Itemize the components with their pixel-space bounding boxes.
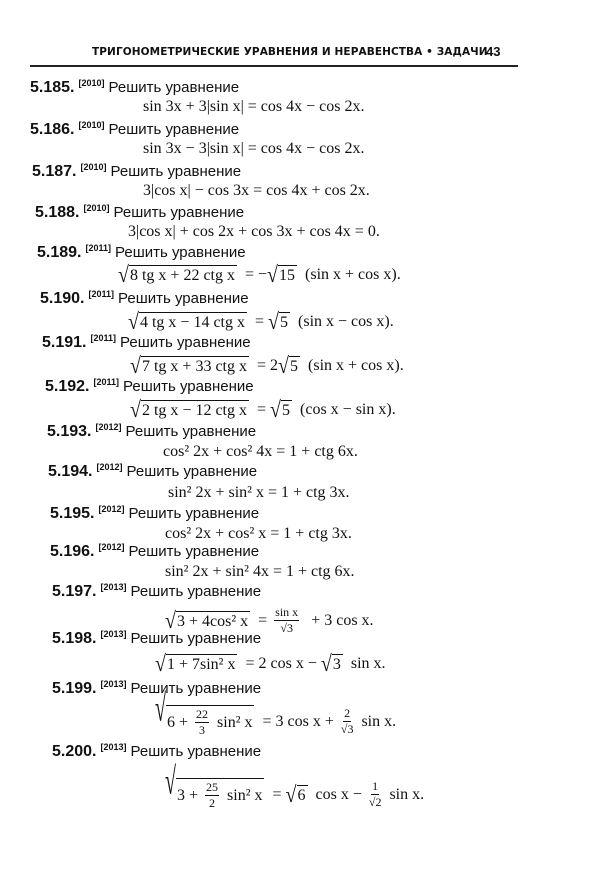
equation-text: 4 tg x − 14 ctg x [139,314,245,331]
equation-text: sin x. [350,655,386,672]
equation-text: sin x. [389,785,425,803]
problem-number: 5.199. [52,680,97,697]
problem-prompt: Решить уравнение [130,680,262,697]
problem-heading [52,742,261,761]
square-root [155,688,254,738]
running-header: ТРИГОНОМЕТРИЧЕСКИЕ УРАВНЕНИЯ И НЕРАВЕНСТВА • ЗАДАЧИ [92,46,488,58]
radical-sign-icon: √ [118,262,129,288]
radical-sign-icon: √ [285,781,297,808]
radical-sign-icon: √ [128,309,139,335]
equation-text: = 2 [257,357,279,374]
problem-number: 5.194. [48,463,93,480]
radical-sign-icon: √ [270,397,282,423]
numerator: 25 [206,780,219,794]
problem-heading [30,120,239,139]
problem-number: 5.197. [52,583,97,600]
problem-equation [165,525,352,543]
radical-sign-icon: √ [165,607,176,634]
radical-sign-icon: √ [130,353,141,379]
problem-equation [128,223,380,241]
problem-year: [2012] [98,542,125,552]
equation-text: sin² x [227,786,263,804]
numerator: 1 [372,779,379,793]
fraction [205,780,219,811]
problem-equation [143,98,364,116]
problem-prompt: Решить уравнение [130,743,262,760]
equation-text: cos² 2x + cos² x = 1 + ctg 3x. [165,525,352,542]
radical-sign-icon: √ [267,262,279,288]
equation-text: = [258,611,272,629]
problem-heading [47,422,256,441]
problem-year: [2011] [88,289,115,299]
square-root [130,353,249,379]
equation-text: 1 + 7sin² x [166,656,236,673]
problem-number: 5.191. [42,334,87,351]
square-root [128,309,247,335]
header-rule [30,65,518,67]
problem-number: 5.195. [50,505,95,522]
problem-number: 5.200. [52,743,97,760]
equation-text: + 3 cos x. [307,611,374,629]
problem-prompt: Решить уравнение [113,204,245,221]
fraction [341,706,354,737]
problem-year: [2010] [78,120,105,130]
problem-prompt: Решить уравнение [126,463,258,480]
square-root [130,397,249,423]
denominator: 3 [199,723,206,737]
equation-text: 3|cos x| + cos 2x + cos 3x + cos 4x = 0. [128,223,380,240]
problem-equation [130,397,396,423]
problem-year: [2013] [100,679,127,689]
problem-prompt: Решить уравнение [108,79,240,96]
fraction [274,605,299,636]
problem-heading [50,542,259,561]
problem-prompt: Решить уравнение [130,583,262,600]
page-number: 43 [486,44,501,59]
equation-text: cos² 2x + cos² 4x = 1 + ctg 6x. [163,443,358,460]
radical-sign-icon: √ [130,397,141,423]
problem-heading [37,243,246,262]
problem-year: [2010] [83,203,110,213]
problem-prompt: Решить уравнение [125,423,257,440]
fraction [195,707,209,738]
problem-heading [52,582,261,601]
equation-text: 3 + 4cos² x [176,612,249,630]
equation-text: 6 + [166,713,193,731]
numerator: 22 [196,707,209,721]
problem-number: 5.189. [37,244,82,261]
problem-equation [118,262,401,288]
square-root [267,262,297,288]
problem-year: [2010] [78,78,105,88]
square-root [278,353,300,379]
equation-text: sin² x [217,713,253,731]
square-root [165,607,250,634]
problem-prompt: Решить уравнение [128,505,260,522]
problem-prompt: Решить уравнение [123,378,254,395]
equation-text: (sin x + cos x). [305,266,401,283]
square-root [165,761,264,811]
numerator: 2 [344,706,351,720]
problem-equation [155,688,397,738]
equation-text: 15 [279,267,296,284]
problem-year: [2012] [95,422,122,432]
problem-heading [42,333,251,352]
equation-text: 7 tg x + 33 ctg x [141,358,247,375]
problem-year: [2013] [100,582,127,592]
problem-equation [128,309,394,335]
problem-heading [30,78,239,97]
denominator: √2 [368,795,382,809]
equation-text: sin x. [361,712,397,730]
problem-heading [32,162,241,181]
problem-number: 5.190. [40,290,85,307]
equation-text: (cos x − sin x). [300,401,396,418]
problem-prompt: Решить уравнение [120,334,251,351]
denominator: 2 [209,796,216,810]
square-root [320,651,343,677]
problem-equation [155,651,386,677]
equation-text: = [257,401,271,418]
square-root [155,651,237,677]
problem-heading [35,203,244,222]
equation-text: = [272,785,286,803]
problem-number: 5.192. [45,378,90,395]
equation-text: 5 [290,358,299,375]
radical-sign-icon: √ [155,651,166,677]
problem-equation [143,182,370,200]
problem-year: [2013] [100,742,127,752]
equation-text: cos x − [315,785,366,803]
numerator: sin x [275,605,299,619]
problem-prompt: Решить уравнение [128,543,260,560]
problem-number: 5.196. [50,543,95,560]
problem-number: 5.187. [32,163,77,180]
problem-heading [40,289,249,308]
problem-heading [45,377,254,396]
problem-prompt: Решить уравнение [110,163,242,180]
problem-prompt: Решить уравнение [118,290,249,307]
problem-year: [2013] [100,629,127,639]
problem-year: [2011] [90,333,117,343]
problem-prompt: Решить уравнение [130,630,262,647]
problem-heading [50,504,259,523]
square-root [270,397,292,423]
equation-text: = 3 cos x + [262,712,338,730]
problem-prompt: Решить уравнение [115,244,246,261]
equation-text: 3|cos x| − cos 3x = cos 4x + cos 2x. [143,182,370,199]
square-root [118,262,237,288]
equation-text: (sin x − cos x). [298,313,394,330]
problem-year: [2012] [98,504,125,514]
radical-sign-icon: √ [268,309,280,335]
radical-sign-icon: √ [165,761,176,804]
problem-year: [2011] [85,243,112,253]
radical-sign-icon: √ [155,688,166,731]
problem-number: 5.185. [30,79,75,96]
problem-heading [52,629,261,648]
problem-equation [143,140,364,158]
radical-sign-icon: √ [278,353,290,379]
problem-number: 5.193. [47,423,92,440]
equation-text: = 2 cos x − [245,655,321,672]
problem-number: 5.198. [52,630,97,647]
equation-text: = [255,313,269,330]
problem-year: [2012] [96,462,123,472]
equation-text: 5 [280,314,289,331]
denominator: √3 [280,621,293,635]
equation-text: sin² 2x + sin² 4x = 1 + ctg 6x. [165,563,355,580]
denominator: √3 [340,722,354,736]
square-root [268,309,290,335]
equation-text: 6 [297,786,306,804]
problem-year: [2010] [80,162,107,172]
equation-text: 3 + [176,786,203,804]
radical-sign-icon: √ [320,651,332,677]
equation-text: sin 3x + 3|sin x| = cos 4x − cos 2x. [143,98,365,115]
equation-text: 3 [332,656,341,673]
problem-prompt: Решить уравнение [108,121,240,138]
problem-equation [165,563,355,581]
equation-text: sin² 2x + sin² x = 1 + ctg 3x. [168,484,350,501]
equation-text: 5 [282,402,291,419]
problem-number: 5.188. [35,204,80,221]
problem-year: [2011] [93,377,120,387]
problem-equation [163,443,358,461]
square-root [285,781,308,808]
equation-text: = − [245,266,268,283]
fraction [369,779,382,810]
problem-equation [130,353,404,379]
equation-text: 8 tg x + 22 ctg x [129,267,235,284]
equation-text: (sin x + cos x). [308,357,404,374]
equation-text: 2 tg x − 12 ctg x [141,402,247,419]
problem-equation [168,484,350,502]
problem-number: 5.186. [30,121,75,138]
problem-equation [165,761,425,811]
equation-text: sin 3x − 3|sin x| = cos 4x − cos 2x. [143,140,365,157]
problem-heading [48,462,257,481]
